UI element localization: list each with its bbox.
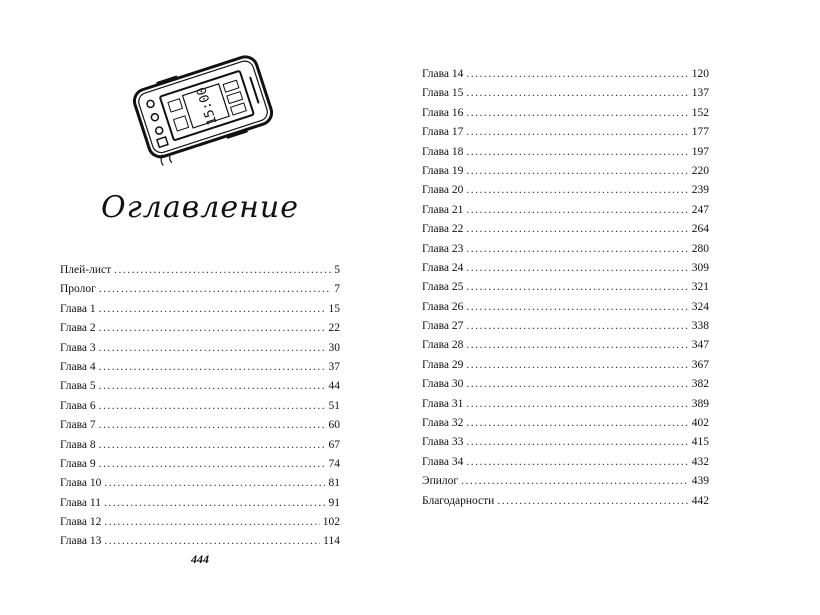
toc-entry-page: 51 <box>328 399 340 412</box>
toc-entry-label: Глава 12 <box>60 516 102 529</box>
toc-entry-label: Пролог <box>60 283 96 296</box>
toc-entry-page: 74 <box>328 457 340 470</box>
toc-entry-page: 152 <box>691 106 709 119</box>
toc-entry-page: 442 <box>691 494 709 507</box>
toc-entry-label: Глава 18 <box>422 145 464 158</box>
toc-entry-label: Глава 23 <box>422 242 464 255</box>
toc-entry-page: 67 <box>328 438 340 451</box>
toc-entry[interactable] <box>422 375 709 394</box>
toc-entry-label: Глава 19 <box>422 164 464 177</box>
toc-entry-page: 347 <box>691 339 709 352</box>
toc-entry-page: 81 <box>328 477 340 490</box>
toc-entry-page: 389 <box>691 397 709 410</box>
toc-entry[interactable] <box>60 377 340 396</box>
dot-leader <box>466 433 688 452</box>
dot-leader <box>104 474 325 493</box>
toc-entry[interactable] <box>60 513 340 532</box>
toc-entry-page: 402 <box>691 417 709 430</box>
dot-leader <box>466 240 688 259</box>
dot-leader <box>466 65 688 84</box>
dot-leader <box>466 201 688 220</box>
toc-entry-page: 382 <box>691 378 709 391</box>
toc-entry[interactable] <box>422 181 709 200</box>
toc-entry[interactable] <box>60 280 340 299</box>
toc-entry[interactable] <box>60 339 340 358</box>
toc-entry-page: 15 <box>328 302 340 315</box>
toc-entry-label: Глава 22 <box>422 223 464 236</box>
dot-leader <box>466 143 688 162</box>
toc-entry-page: 309 <box>691 261 709 274</box>
dot-leader <box>99 339 326 358</box>
toc-entry-page: 120 <box>691 68 709 80</box>
toc-entry[interactable] <box>422 492 709 511</box>
toc-entry-page: 37 <box>328 360 340 373</box>
toc-entry[interactable] <box>60 494 340 513</box>
toc-entry[interactable] <box>422 201 709 220</box>
toc-entry-page: 7 <box>334 283 340 296</box>
toc-entry[interactable] <box>422 259 709 278</box>
dot-leader <box>99 397 326 416</box>
toc-entry[interactable] <box>60 416 340 435</box>
phone-clock: 15:00 <box>194 84 221 127</box>
toc-entry-label: Глава 29 <box>422 358 464 371</box>
toc-entry-label: Глава 14 <box>422 68 464 80</box>
toc-entry[interactable] <box>422 240 709 259</box>
dot-leader <box>99 416 326 435</box>
dot-leader <box>466 278 688 297</box>
toc-entry[interactable] <box>422 453 709 472</box>
dot-leader <box>466 375 688 394</box>
toc-entry[interactable] <box>60 319 340 338</box>
toc-entry-label: Глава 34 <box>422 455 464 468</box>
toc-entry-page: 264 <box>691 223 709 236</box>
toc-entry-page: 432 <box>691 455 709 468</box>
toc-entry[interactable] <box>422 278 709 297</box>
toc-entry-page: 280 <box>691 242 709 255</box>
toc-entry[interactable] <box>422 220 709 239</box>
toc-entry[interactable] <box>422 317 709 336</box>
toc-entry-page: 22 <box>328 322 340 335</box>
toc-entry-label: Благодарности <box>422 494 495 507</box>
toc-entry-page: 197 <box>691 145 709 158</box>
dot-leader <box>99 455 326 474</box>
dot-leader <box>466 395 688 414</box>
dot-leader <box>466 356 688 375</box>
toc-entry-label: Глава 15 <box>422 87 464 100</box>
toc-entry-label: Глава 2 <box>60 322 96 335</box>
toc-entry-label: Глава 1 <box>60 302 96 315</box>
toc-entry[interactable] <box>60 300 340 319</box>
toc-entry-page: 321 <box>691 281 709 294</box>
toc-entry-page: 439 <box>691 475 709 488</box>
dot-leader <box>99 300 326 319</box>
toc-entry[interactable] <box>60 455 340 474</box>
toc-entry-label: Глава 24 <box>422 261 464 274</box>
toc-entry-page: 114 <box>323 535 340 548</box>
toc-entry-page: 5 <box>334 264 340 276</box>
toc-entry-label: Глава 27 <box>422 320 464 333</box>
toc-entry-label: Глава 31 <box>422 397 464 410</box>
dot-leader <box>99 319 326 338</box>
toc-entry-page: 324 <box>691 300 709 313</box>
toc-entry-label: Глава 5 <box>60 380 96 393</box>
toc-entry[interactable] <box>60 358 340 377</box>
toc-entry-label: Глава 33 <box>422 436 464 449</box>
toc-entry[interactable] <box>422 395 709 414</box>
toc-entry-label: Глава 7 <box>60 419 96 432</box>
toc-entry-page: 220 <box>691 164 709 177</box>
toc-entry-page: 60 <box>328 419 340 432</box>
toc-entry[interactable] <box>422 65 709 84</box>
dot-leader <box>466 162 688 181</box>
dot-leader <box>99 436 326 455</box>
dot-leader <box>466 414 688 433</box>
dot-leader <box>466 104 688 123</box>
dot-leader <box>466 298 688 317</box>
dot-leader <box>99 358 326 377</box>
toc-entry-page: 338 <box>691 320 709 333</box>
dot-leader <box>461 472 689 491</box>
toc-entry[interactable] <box>60 532 340 551</box>
dot-leader <box>104 513 319 532</box>
page-number: 444 <box>191 552 209 566</box>
toc-entry-label: Глава 8 <box>60 438 96 451</box>
toc-entry-label: Глава 25 <box>422 281 464 294</box>
toc-entry[interactable] <box>422 414 709 433</box>
toc-entry-label: Плей-лист <box>60 264 112 276</box>
toc-list-right <box>422 65 709 511</box>
toc-entry-page: 91 <box>328 496 340 509</box>
toc-entry-label: Глава 16 <box>422 106 464 119</box>
dot-leader <box>104 532 320 551</box>
toc-entry-label: Глава 21 <box>422 203 464 216</box>
toc-entry-label: Глава 28 <box>422 339 464 352</box>
toc-entry-page: 102 <box>322 516 340 529</box>
toc-entry-label: Глава 13 <box>60 535 102 548</box>
dot-leader <box>99 377 326 396</box>
dot-leader <box>466 123 688 142</box>
dot-leader <box>466 259 688 278</box>
dot-leader <box>466 453 688 472</box>
dot-leader <box>99 280 331 299</box>
toc-entry-label: Глава 26 <box>422 300 464 313</box>
dot-leader <box>466 181 688 200</box>
toc-entry[interactable] <box>60 261 340 280</box>
toc-entry[interactable] <box>422 298 709 317</box>
toc-entry-page: 44 <box>328 380 340 393</box>
toc-entry-label: Глава 10 <box>60 477 102 490</box>
toc-entry-page: 247 <box>691 203 709 216</box>
toc-entry[interactable] <box>60 397 340 416</box>
right-page <box>410 0 820 615</box>
toc-list-left <box>60 261 340 552</box>
toc-entry[interactable] <box>422 84 709 103</box>
toc-entry-label: Глава 17 <box>422 126 464 139</box>
toc-entry-page: 137 <box>691 87 709 100</box>
toc-entry-page: 239 <box>691 184 709 197</box>
toc-entry[interactable] <box>422 123 709 142</box>
toc-entry-label: Глава 20 <box>422 184 464 197</box>
toc-entry-page: 367 <box>691 358 709 371</box>
toc-entry[interactable] <box>422 162 709 181</box>
toc-entry[interactable] <box>422 104 709 123</box>
dot-leader <box>497 492 688 511</box>
dot-leader <box>466 336 688 355</box>
toc-entry-page: 30 <box>328 341 340 354</box>
toc-entry-label: Глава 11 <box>60 496 101 509</box>
toc-entry-label: Глава 6 <box>60 399 96 412</box>
toc-entry-page: 177 <box>691 126 709 139</box>
smartphone-illustration-icon <box>128 40 278 170</box>
dot-leader <box>104 494 326 513</box>
toc-title: Оглавление <box>101 190 299 225</box>
toc-entry[interactable] <box>422 336 709 355</box>
toc-entry[interactable] <box>422 472 709 491</box>
toc-entry-label: Глава 3 <box>60 341 96 354</box>
dot-leader <box>466 84 688 103</box>
toc-entry-label: Эпилог <box>422 475 459 488</box>
dot-leader <box>466 317 688 336</box>
toc-entry-label: Глава 30 <box>422 378 464 391</box>
toc-entry-label: Глава 32 <box>422 417 464 430</box>
toc-entry[interactable] <box>422 433 709 452</box>
toc-entry[interactable] <box>60 436 340 455</box>
toc-entry-label: Глава 4 <box>60 360 96 373</box>
toc-entry-label: Глава 9 <box>60 457 96 470</box>
toc-entry[interactable] <box>60 474 340 493</box>
dot-leader <box>114 261 331 280</box>
dot-leader <box>466 220 688 239</box>
toc-entry[interactable] <box>422 143 709 162</box>
toc-entry-page: 415 <box>691 436 709 449</box>
toc-entry[interactable] <box>422 356 709 375</box>
